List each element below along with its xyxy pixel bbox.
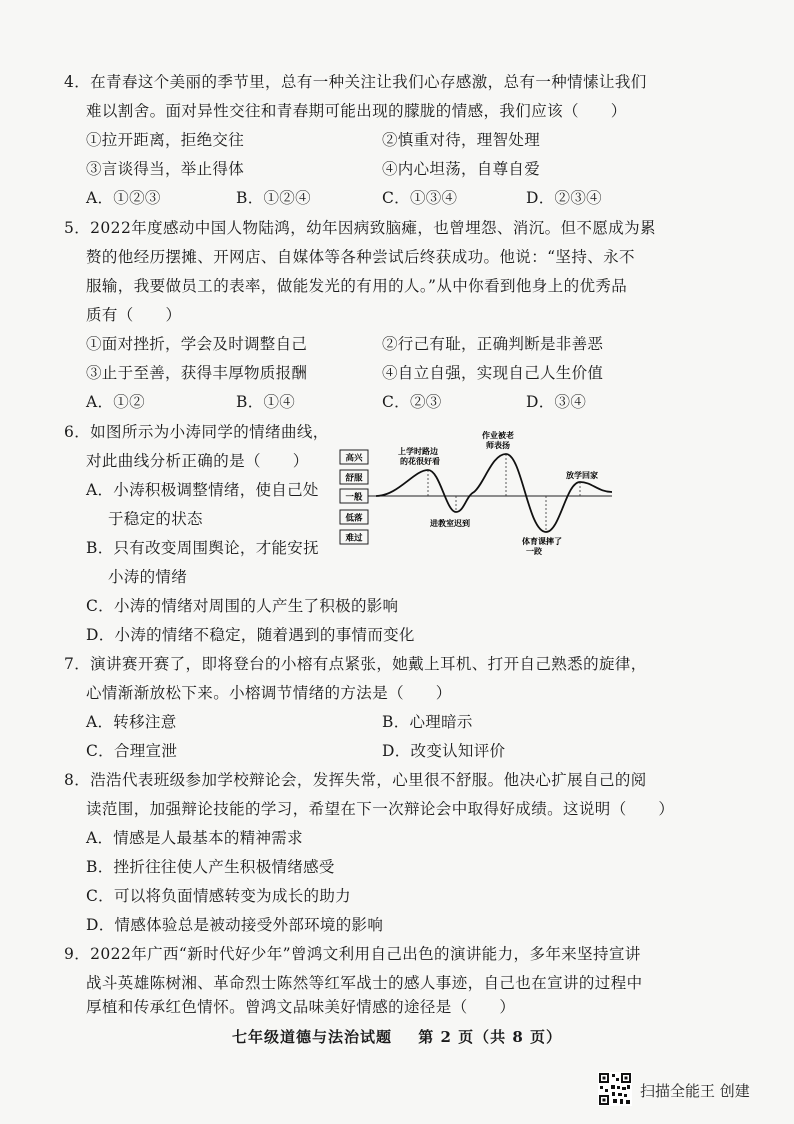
footer-subject: 七年级道德与法治试题 [231,1028,392,1046]
q6-stem-line1: 6．如图所示为小涛同学的情绪曲线， [64,423,329,441]
y-axis-levels [340,450,368,544]
q4-option-b: B．①②④ [236,189,311,207]
annotation-2: 进教室迟到 [430,519,470,528]
annotation-5: 放学回家 [566,471,598,480]
q5-stem-line4: 质有（ ） [86,306,182,324]
q8-option-d: D．情感体验总是被动接受外部环境的影响 [86,916,384,934]
q6-stem-line2: 对此曲线分析正确的是（ ） [86,452,309,470]
q5-stem-line2: 赘的他经历摆摊、开网店、自媒体等各种尝试后终获成功。他说：“坚持、永不 [86,248,635,266]
q5-stem-line1: 5．2022年度感动中国人物陆鸿，幼年因病致脑瘫，也曾埋怨、消沉。但不愿成为累 [64,219,656,237]
q6-option-c: C．小涛的情绪对周围的人产生了积极的影响 [86,597,399,615]
q5-option-d: D．③④ [526,393,587,411]
q6-option-b-line1: B．只有改变周围舆论，才能安抚 [86,539,319,557]
q4-statement-3: ③言谈得当，举止得体 [86,160,245,178]
y-label-diluo: 低落 [345,513,363,524]
q5-statement-4: ④自立自强，实现自己人生价值 [382,364,604,382]
q7-stem-line1: 7．演讲赛开赛了，即将登台的小榕有点紧张，她戴上耳机、打开自己熟悉的旋律， [64,655,647,673]
q8-stem-line1: 8．浩浩代表班级参加学校辩论会，发挥失常，心里很不舒服。他决心扩展自己的阅 [64,771,647,789]
scanner-watermark-text: 扫描全能王 创建 [640,1082,750,1100]
y-label-nanguo: 难过 [345,533,363,544]
emotion-curve-chart [336,426,616,566]
page-footer [0,1026,794,1047]
q4-stem-line2: 难以割舍。面对异性交往和青春期可能出现的朦胧的情感，我们应该（ ） [86,102,627,120]
q4-statement-2: ②慎重对待，理智处理 [382,131,541,149]
y-label-yiban: 一般 [345,492,363,503]
annotation-4-line1: 体育课摔了 [522,537,562,546]
q8-option-c: C．可以将负面情感转变为成长的助力 [86,887,351,905]
annotation-1-line1: 上学时路边 [398,447,438,456]
q8-stem-line2: 读范围，加强辩论技能的学习，希望在下一次辩论会中取得好成绩。这说明（ ） [86,800,675,818]
annotation-1-line2: 的花很好看 [400,457,440,466]
qr-code-icon [598,1072,632,1106]
annotation-4-line2: 一跤 [526,547,542,556]
q5-option-a: A．①② [86,393,145,411]
q7-option-c: C．合理宣泄 [86,742,178,760]
q8-option-b: B．挫折往往使人产生积极情绪感受 [86,858,335,876]
q4-option-c: C．①③④ [382,189,458,207]
q5-stem-line3: 服输，我要做员工的表率，做能发光的有用的人。”从中你看到他身上的优秀品 [86,277,628,295]
q5-statement-2: ②行己有耻，正确判断是非善恶 [382,335,604,353]
q5-option-c: C．②③ [382,393,442,411]
q4-statement-4: ④内心坦荡，自尊自爱 [382,160,541,178]
y-label-gaoxing: 高兴 [345,453,363,464]
q4-option-d: D．②③④ [526,189,602,207]
q6-option-b-line2: 小涛的情绪 [108,568,188,586]
q7-option-a: A．转移注意 [86,713,177,731]
y-label-shufu: 舒服 [345,473,363,484]
annotation-3-line1: 作业被老 [482,431,514,440]
q6-option-a-line1: A．小涛积极调整情绪，使自己处 [86,481,319,499]
q4-option-a: A．①②③ [86,189,161,207]
q7-option-b: B．心理暗示 [382,713,473,731]
q5-option-b: B．①④ [236,393,296,411]
q8-option-a: A．情感是人最基本的精神需求 [86,829,303,847]
q9-stem-line3: 厚植和传承红色情怀。曾鸿文品味美好情感的途径是（ ） [86,998,516,1016]
q4-stem-line1: 4．在青春这个美丽的季节里，总有一种关注让我们心存感激，总有一种情愫让我们 [64,73,647,91]
q6-option-d: D．小涛的情绪不稳定，随着遇到的事情而变化 [86,626,415,644]
footer-page-number: 第 2 页（共 8 页） [418,1028,562,1046]
annotation-3-line2: 师表扬 [486,441,510,450]
q4-statement-1: ①拉开距离，拒绝交往 [86,131,245,149]
q9-stem-line2: 战斗英雄陈树湘、革命烈士陈然等红军战士的感人事迹，自己也在宣讲的过程中 [86,974,643,992]
q7-option-d: D．改变认知评价 [382,742,506,760]
q5-statement-1: ①面对挫折，学会及时调整自己 [86,335,308,353]
q6-option-a-line2: 于稳定的状态 [108,510,203,528]
q5-statement-3: ③止于至善，获得丰厚物质报酬 [86,364,308,382]
q7-stem-line2: 心情渐渐放松下来。小榕调节情绪的方法是（ ） [86,684,452,702]
q9-stem-line1: 9．2022年广西“新时代好少年”曾鸿文利用自己出色的演讲能力，多年来坚持宣讲 [64,945,641,963]
